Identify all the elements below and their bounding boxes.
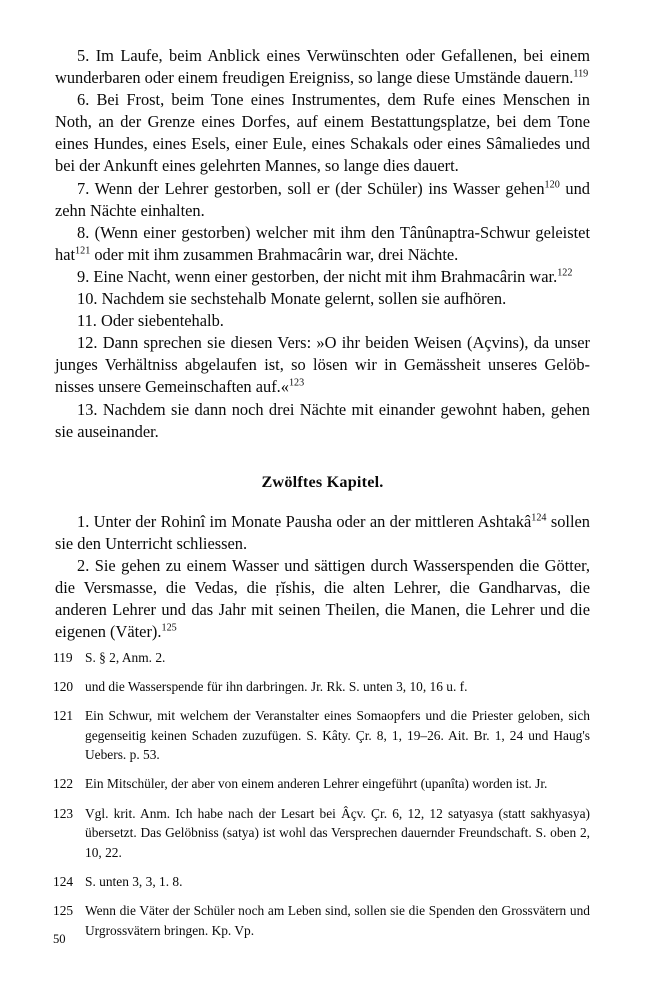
page-number: 50: [53, 932, 66, 946]
paragraph-item-13: [55, 399, 590, 443]
paragraph-item-9: [55, 266, 590, 288]
paragraph-text: 13. Nachdem sie dann noch drei Nächte mit einander gewohnt haben, gehen sie auseinander.: [55, 399, 590, 441]
footnote-number: 123: [53, 805, 74, 821]
paragraph-text-after: sollen sie den Unterricht schliessen.: [55, 511, 590, 553]
paragraph-text: 11. Oder siebentehalb.: [77, 311, 224, 331]
footnote-number: 125: [53, 902, 74, 918]
footnote-text: S. unten 3, 3, 1. 8.: [85, 873, 183, 889]
footnote-entry: [53, 872, 590, 892]
paragraph-text: 9. Eine Nacht, wenn einer gestorben, der nicht mit ihm Brahmacârin war.: [77, 266, 558, 286]
paragraph-text-before: 2. Sie gehen zu einem Wasser und sättigen durch Wasserspenden die Götter, die Versmasse, die Vedas, die ṛĭshis, die alten Lehrer, die Gandharvas, die anderen Lehrer und das Jahr mit seinen Theilen, die Manen, die Lehrer und die eigenen (Väter).: [55, 555, 590, 642]
chapter-heading: Zwölftes Kapitel.: [261, 472, 384, 491]
paragraph-item-12: [55, 332, 590, 398]
footnote-text: S. § 2, Anm. 2.: [85, 650, 166, 665]
footnote-text: und die Wasserspende für ihn darbringen. Jr. Rk. S. unten 3, 10, 16 u. f.: [85, 679, 468, 695]
paragraph-text-before: 1. Unter der Rohinî im Monate Pausha oder an der mittleren Ashtakâ: [77, 511, 532, 531]
paragraph-item-10: [55, 288, 590, 310]
paragraph-text-before: 8. (Wenn einer gestorben) welcher mit ihm den Tânûnaptra-Schwur geleistet hat: [55, 222, 590, 264]
chapter-heading-wrapper: [55, 473, 590, 492]
paragraph-item-7: [55, 178, 590, 222]
footnote-ref-121[interactable]: 121: [75, 245, 91, 257]
paragraph-chapter-item-2: [55, 555, 590, 643]
footnote-number: 122: [53, 776, 74, 792]
footnote-number: 120: [53, 679, 74, 695]
footnote-number: 124: [53, 873, 74, 889]
footnote-entry: [53, 706, 590, 765]
footnote-text: Vgl. krit. Anm. Ich habe nach der Lesart bei Âçv. Çr. 6, 12, 12 satyasya (statt sakhyasya) übersetzt. Das Gelöbniss (satya) ist wohl das Versprechen dauernder Freundschaft. S. oben 2, 10, 22.: [85, 805, 590, 860]
footnote-number: 121: [53, 708, 74, 724]
paragraph-text-after: oder mit ihm zusammen Brahmacârin war, drei Nächte.: [90, 244, 459, 264]
footnote-ref-122[interactable]: 122: [557, 267, 573, 279]
paragraph-text: 6. Bei Frost, beim Tone eines Instrumentes, dem Rufe eines Menschen in Noth, an der Grenze eines Dorfes, auf einem Bestattungsplatze, bei dem Tone eines Hundes, eines Esels, einer Eule, eines Schakals oder eines Sâmaliedes und bei der Ankunft eines gelehrten Mannes, so lange dies dauert.: [55, 90, 590, 176]
paragraph-text: 10. Nachdem sie sechstehalb Monate gelernt, sollen sie aufhören.: [77, 289, 507, 309]
paragraph-item-11: [55, 310, 590, 332]
footnote-entry: [53, 804, 590, 863]
footnote-entry: [53, 648, 590, 668]
paragraph-item-8: [55, 222, 590, 266]
paragraph-chapter-item-1: [55, 511, 590, 555]
footnote-ref-119[interactable]: 119: [573, 68, 589, 80]
footnote-ref-124[interactable]: 124: [531, 512, 547, 524]
footnote-text: Ein Schwur, mit welchem der Veranstalter eines Somaopfers und die Priester geloben, sich gegenseitig keinen Schaden zuzufügen. S. Kâty. Çr. 8, 1, 19–26. Ait. Br. 1, 24 und Haug's Uebers. p. 53.: [85, 708, 590, 763]
footnote-entry: [53, 774, 590, 794]
footnote-text: Ein Mitschüler, der aber von einem anderen Lehrer eingeführt (upanîta) worden ist. Jr.: [85, 776, 548, 792]
paragraph-text-after: und zehn Nächte einhalten.: [55, 178, 590, 220]
paragraph-text: 5. Im Laufe, beim Anblick eines Verwünschten oder Gefallenen, bei einem wunderbaren oder einem freudigen Ereigniss, so lange diese Umstände dauern.: [55, 46, 590, 88]
footnote-ref-125[interactable]: 125: [161, 622, 177, 634]
paragraph-item-5: [55, 45, 590, 89]
footnote-ref-120[interactable]: 120: [544, 179, 560, 191]
footnote-entry: [53, 677, 590, 697]
paragraph-text-before: 7. Wenn der Lehrer gestorben, soll er (der Schüler) ins Wasser gehen: [77, 178, 545, 198]
paragraph-text: 12. Dann sprechen sie diesen Vers: »O ihr beiden Weisen (Açvins), da unser junges Verhältniss abgelaufen ist, so lösen wir in Gemässheit unseres Gelöbnisses unsere Gemeinschaften auf.«: [55, 333, 590, 397]
footnote-number: 119: [53, 650, 73, 665]
footnotes-block: [53, 648, 590, 950]
footnote-entry: [53, 901, 590, 940]
paragraph-item-6: [55, 89, 590, 177]
body-text-block: [55, 45, 590, 643]
footnote-text: Wenn die Väter der Schüler noch am Leben sind, sollen sie die Spenden den Grossvätern und Urgrossvätern bringen. Kp. Vp.: [85, 902, 590, 938]
footnote-ref-123[interactable]: 123: [288, 377, 305, 389]
